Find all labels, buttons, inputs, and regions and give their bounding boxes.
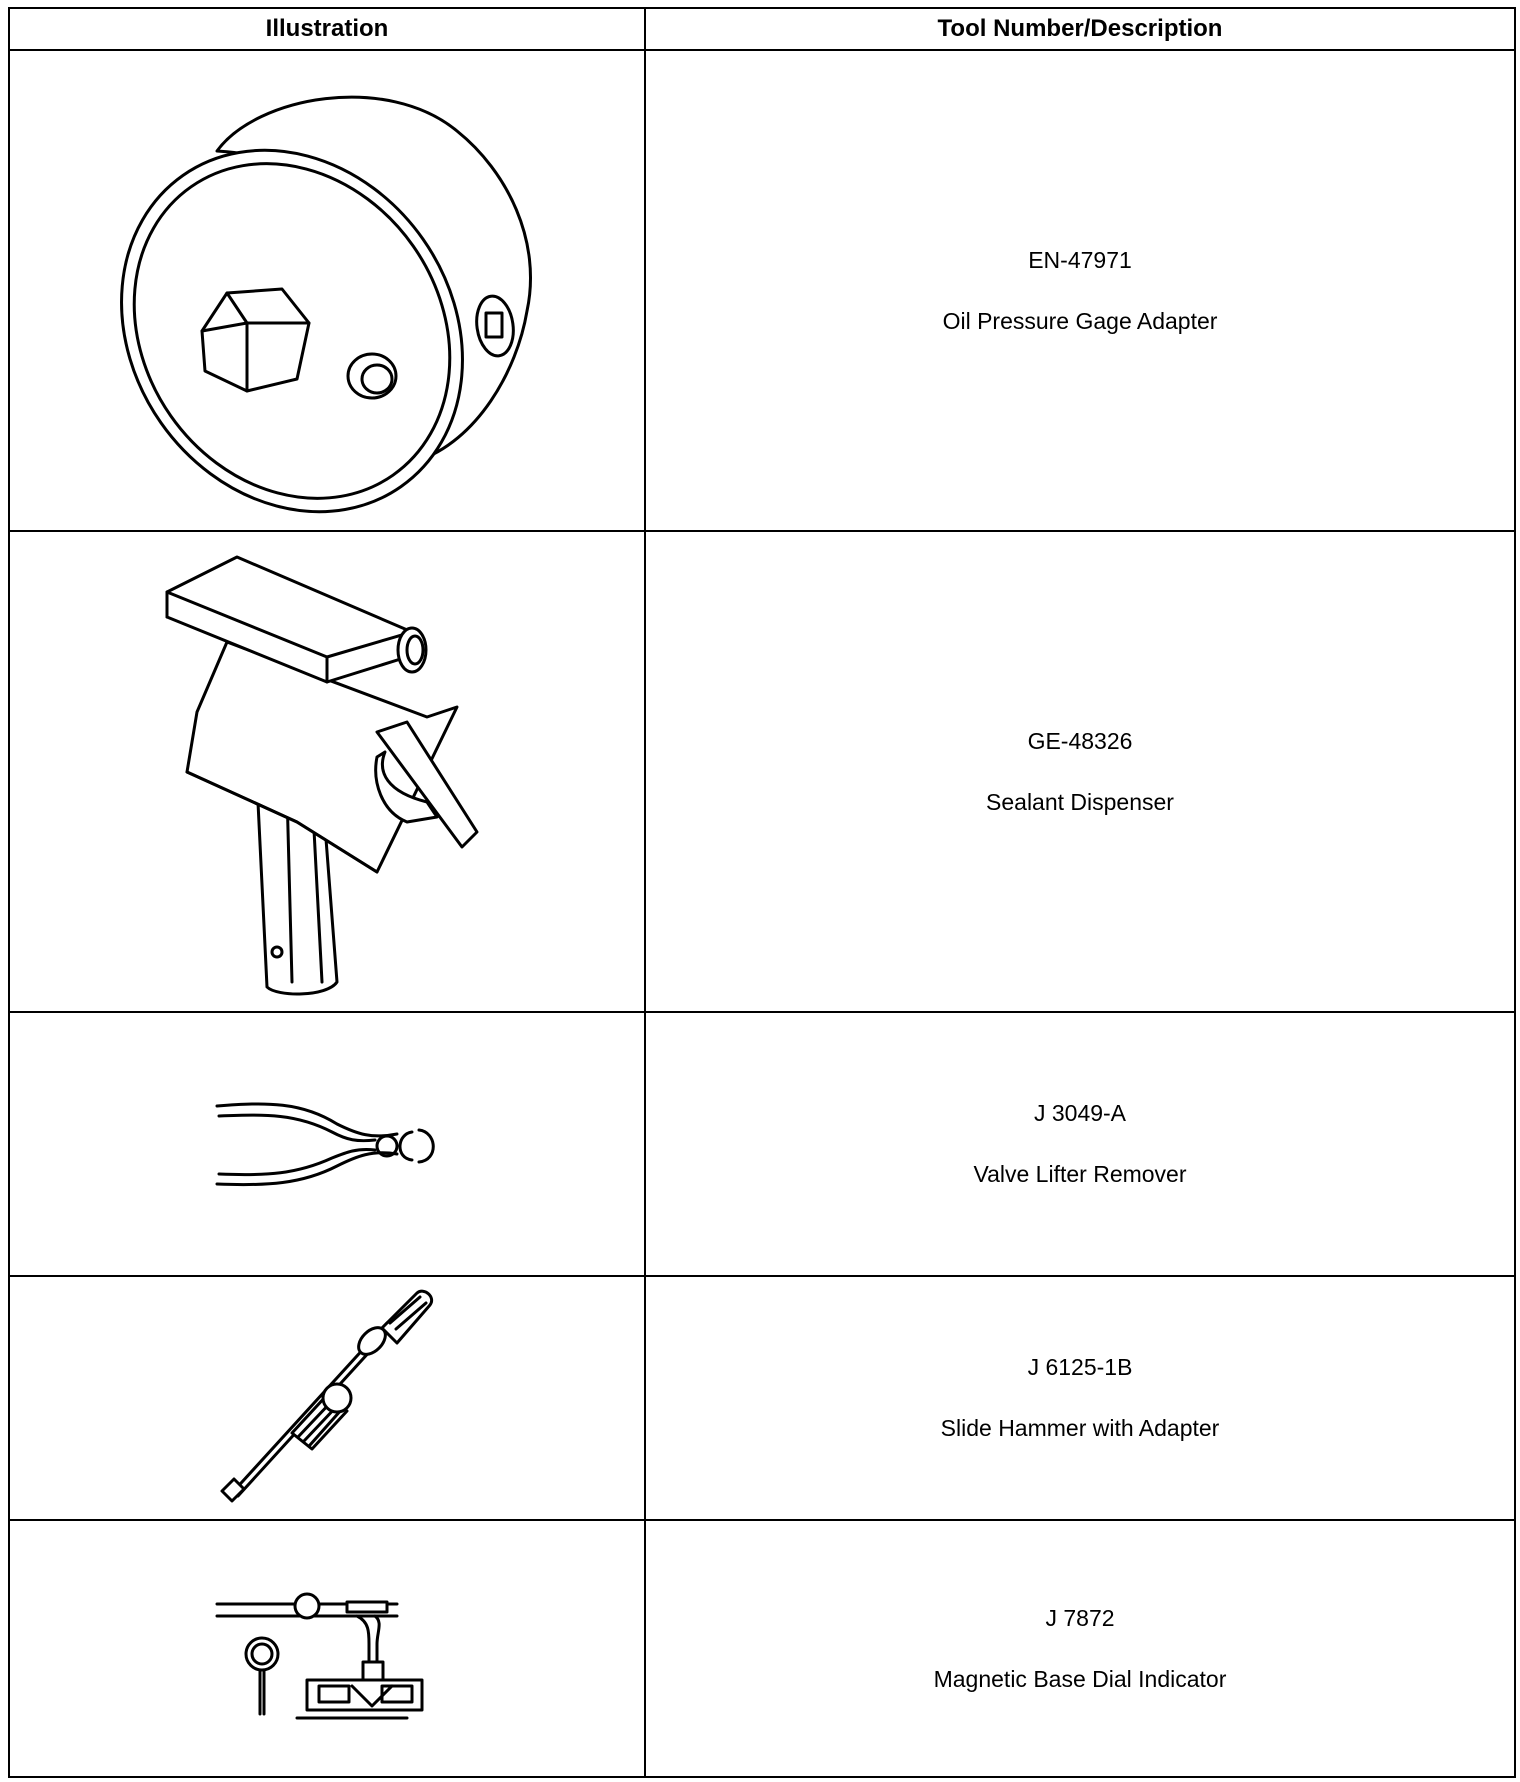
tool-description-cell [645, 50, 1515, 531]
table-row [9, 1012, 1515, 1276]
tool-number: J 6125-1B [1027, 1354, 1133, 1380]
tool-description: Magnetic Base Dial Indicator [933, 1665, 1227, 1692]
header-tool-number-description: Tool Number/Description [645, 8, 1515, 50]
tool-description-cell [645, 1520, 1515, 1777]
tool-number: EN-47971 [1028, 246, 1132, 273]
header-illustration: Illustration [9, 8, 645, 50]
table-row [9, 531, 1515, 1012]
tool-description-cell [645, 1276, 1515, 1520]
tool-description-cell [645, 531, 1515, 1012]
tool-description: Valve Lifter Remover [973, 1161, 1187, 1187]
tool-number: GE-48326 [1027, 727, 1133, 754]
tool-description-cell [645, 1012, 1515, 1276]
illustration-cell [9, 1012, 645, 1276]
oil-pressure-gage-adapter-icon [87, 61, 567, 521]
tool-number: J 7872 [1045, 1604, 1115, 1631]
tool-description: Sealant Dispenser [986, 788, 1174, 815]
slide-hammer-icon [212, 1283, 442, 1513]
tool-description: Slide Hammer with Adapter [940, 1415, 1220, 1441]
illustration-cell [9, 1276, 645, 1520]
table-row [9, 1276, 1515, 1520]
table-row [9, 1520, 1515, 1777]
tool-number: J 3049-A [1033, 1100, 1127, 1126]
illustration-cell [9, 50, 645, 531]
sealant-dispenser-icon [127, 542, 527, 1002]
valve-lifter-remover-icon [207, 1084, 447, 1204]
header-row [9, 8, 1515, 50]
magnetic-base-dial-indicator-icon [207, 1574, 447, 1724]
illustration-cell [9, 531, 645, 1012]
tool-description: Oil Pressure Gage Adapter [942, 307, 1218, 334]
table-row [9, 50, 1515, 531]
special-tools-table [8, 7, 1516, 1778]
illustration-cell [9, 1520, 645, 1777]
